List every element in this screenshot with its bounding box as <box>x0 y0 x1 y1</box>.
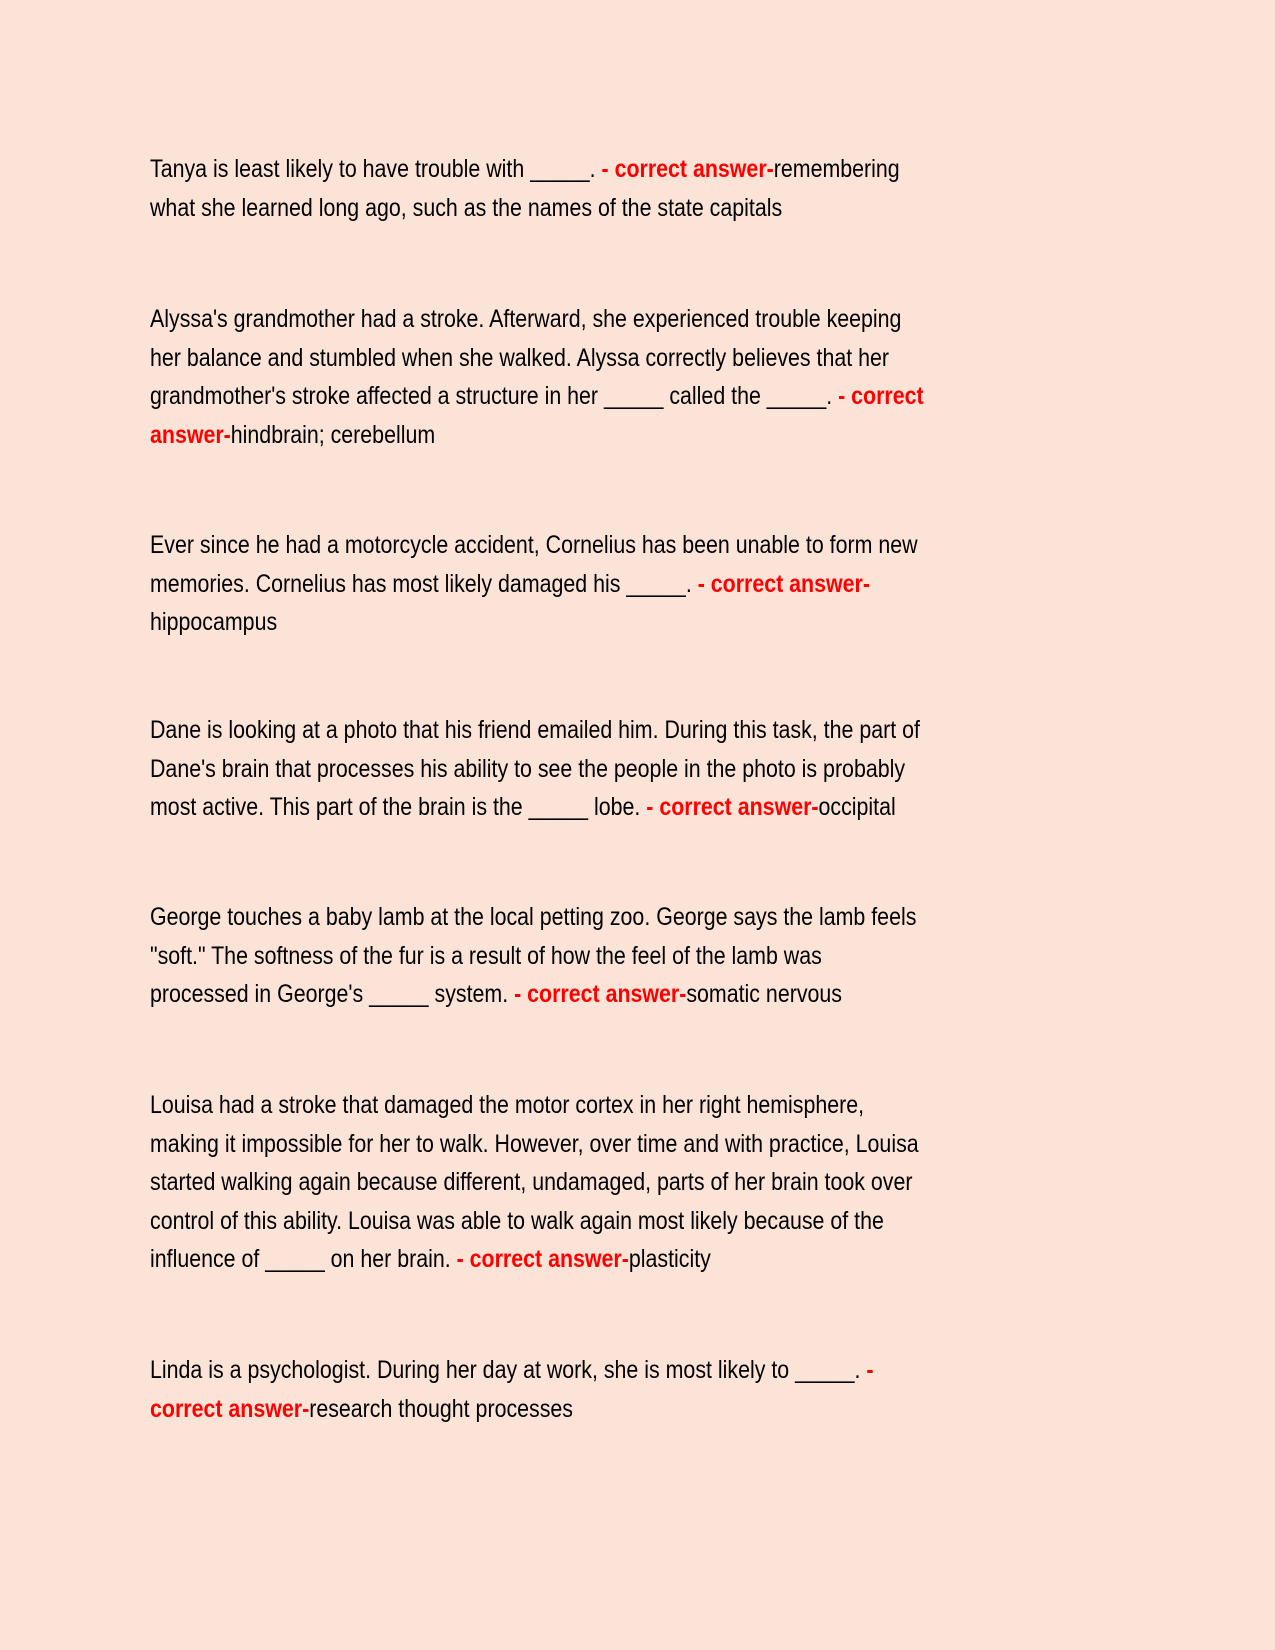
text-line <box>150 937 1005 976</box>
text-line <box>150 565 1005 604</box>
body-text: remembering <box>773 155 900 183</box>
text-line <box>150 1240 1005 1279</box>
correct-answer-label: - correct answer- <box>697 569 870 598</box>
qa-item-dane <box>150 711 1150 827</box>
body-text: Dane's brain that processes his ability to see the people in the photo is probably <box>150 754 906 783</box>
correct-answer-label: - <box>866 1356 874 1384</box>
body-text: Louisa had a stroke that damaged the motor cortex in her right hemisphere, <box>150 1091 865 1119</box>
body-text: started walking again because different, undamaged, parts of her brain took over <box>150 1168 913 1196</box>
text-line <box>150 1086 1005 1125</box>
body-text: occipital <box>818 793 896 821</box>
body-text: making it impossible for her to walk. However, over time and with practice, Louisa <box>150 1129 919 1158</box>
correct-answer-label: correct answer- <box>150 1394 310 1423</box>
body-text: Tanya is least likely to have trouble with _____. <box>150 155 602 183</box>
correct-answer-label: - correct answer- <box>601 155 774 183</box>
body-text: Alyssa's grandmother had a stroke. Afterward, she experienced trouble keeping <box>150 305 902 333</box>
correct-answer-label: - correct answer- <box>456 1245 629 1273</box>
body-text: research thought processes <box>309 1394 573 1423</box>
text-line <box>150 898 1005 937</box>
text-line <box>150 416 1005 455</box>
body-text: grandmother's stroke affected a structure in her _____ called the _____. <box>150 382 839 410</box>
correct-answer-label: answer- <box>150 420 231 449</box>
text-line <box>150 1125 1005 1164</box>
text-line <box>150 377 1005 416</box>
body-text: what she learned long ago, such as the names of the state capitals <box>150 193 783 222</box>
qa-item-louisa <box>150 1086 1150 1279</box>
body-text: control of this ability. Louisa was able to walk again most likely because of the <box>150 1206 884 1235</box>
body-text: processed in George's _____ system. <box>150 980 515 1008</box>
text-line <box>150 189 1005 228</box>
body-text: memories. Cornelius has most likely damaged his _____. <box>150 569 698 598</box>
body-text: her balance and stumbled when she walked. Alyssa correctly believes that her <box>150 343 890 372</box>
correct-answer-label: - correct answer- <box>646 793 819 821</box>
body-text: Dane is looking at a photo that his friend emailed him. During this task, the part of <box>150 716 920 744</box>
text-line <box>150 975 1005 1014</box>
text-line <box>150 1390 1005 1429</box>
body-text: influence of _____ on her brain. <box>150 1245 457 1273</box>
body-text: Linda is a psychologist. During her day at work, she is most likely to _____. <box>150 1356 867 1384</box>
correct-answer-label: - correct answer- <box>514 980 687 1008</box>
body-text: most active. This part of the brain is the _____ lobe. <box>150 793 647 821</box>
qa-item-george <box>150 898 1150 1014</box>
qa-item-alyssa <box>150 300 1150 454</box>
correct-answer-label: - correct <box>838 382 924 410</box>
text-line <box>150 150 1005 189</box>
text-line <box>150 1202 1005 1241</box>
text-line <box>150 788 1005 827</box>
body-text: George touches a baby lamb at the local petting zoo. George says the lamb feels <box>150 903 917 931</box>
text-line <box>150 1351 1005 1390</box>
qa-item-linda <box>150 1351 1150 1428</box>
text-line <box>150 300 1005 339</box>
body-text: hippocampus <box>150 608 278 636</box>
text-line <box>150 750 1005 789</box>
text-line <box>150 526 1005 565</box>
body-text: plasticity <box>628 1245 711 1273</box>
text-line <box>150 1163 1005 1202</box>
body-text: "soft." The softness of the fur is a result of how the feel of the lamb was <box>150 941 822 970</box>
body-text: somatic nervous <box>686 980 842 1008</box>
text-line <box>150 711 1005 750</box>
qa-item-tanya <box>150 150 1150 227</box>
text-line <box>150 339 1005 378</box>
body-text: Ever since he had a motorcycle accident, Cornelius has been unable to form new <box>150 531 918 559</box>
text-line <box>150 603 1005 642</box>
qa-item-cornelius <box>150 526 1150 642</box>
body-text: hindbrain; cerebellum <box>230 420 436 449</box>
